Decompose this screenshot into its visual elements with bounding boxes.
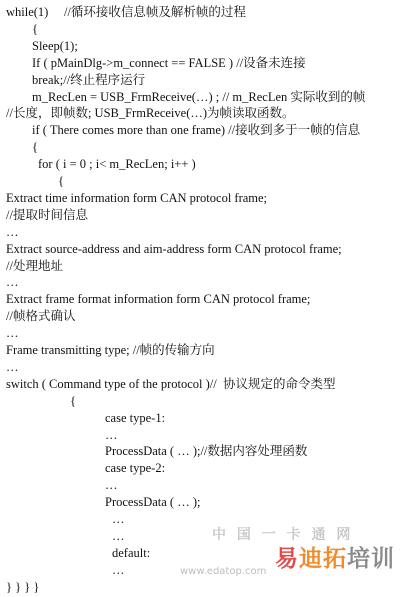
code-line: Extract source-address and aim-address form CAN protocol frame;: [6, 241, 342, 256]
watermark-brand: [275, 540, 395, 573]
watermark-text: 中 国 一 卡 通 网: [212, 527, 354, 543]
code-line: …: [112, 562, 125, 577]
code-line: …: [112, 528, 125, 543]
code-line: //帧格式确认: [6, 309, 76, 324]
code-line: case type-2:: [105, 461, 166, 476]
code-line: Sleep(1);: [32, 38, 78, 53]
code-line: //处理地址: [6, 258, 63, 273]
code-line: …: [6, 359, 19, 374]
code-line: } } } }: [6, 579, 40, 594]
code-line: //长度，即帧数; USB_FrmReceive(…)为帧读取函数。: [6, 106, 295, 121]
code-line: …: [6, 224, 19, 239]
code-line: while(1) //循环接收信息帧及解析帧的过程: [6, 5, 246, 19]
code-line: …: [112, 512, 125, 526]
code-line: …: [105, 478, 118, 493]
watermark-brand-part: 迪拓: [299, 546, 347, 572]
code-line: Frame transmitting type; //帧的传输方向: [6, 343, 215, 357]
code-line: case type-1:: [105, 410, 166, 425]
code-line: …: [6, 326, 19, 341]
code-line: Extract time information form CAN protocol frame;: [6, 190, 268, 205]
code-line: {: [70, 393, 76, 408]
code-line: Extract frame format information form CAN protocol frame;: [6, 292, 311, 307]
code-line: break;//终止程序运行: [32, 72, 146, 87]
code-line: If ( pMainDlg->m_connect == FALSE ) //设备未连接: [32, 55, 306, 70]
code-line: {: [58, 174, 64, 188]
code-line: default:: [112, 545, 151, 560]
code-line: ProcessData ( … );//数据内容处理函数: [105, 444, 308, 459]
code-line: ProcessData ( … );: [105, 495, 201, 510]
code-line: if ( There comes more than one frame) //接收到多于一帧的信息: [32, 123, 361, 138]
code-line: m_RecLen = USB_FrmReceive(…) ; // m_RecLen 实际收到的帧: [32, 89, 366, 104]
watermark-brand-part: 易: [275, 546, 299, 572]
watermark-url: www.edatop.com: [180, 566, 267, 577]
code-line: for ( i = 0 ; i< m_RecLen; i++ ): [38, 157, 196, 172]
code-line: switch ( Command type of the protocol )// 协议规定的命令类型: [6, 376, 336, 391]
code-line: //提取时间信息: [6, 207, 88, 222]
code-line: …: [105, 427, 118, 442]
code-line: {: [32, 140, 38, 155]
code-line: {: [32, 21, 38, 36]
code-line: …: [6, 275, 19, 290]
watermark-brand-part: 培训: [347, 546, 395, 572]
